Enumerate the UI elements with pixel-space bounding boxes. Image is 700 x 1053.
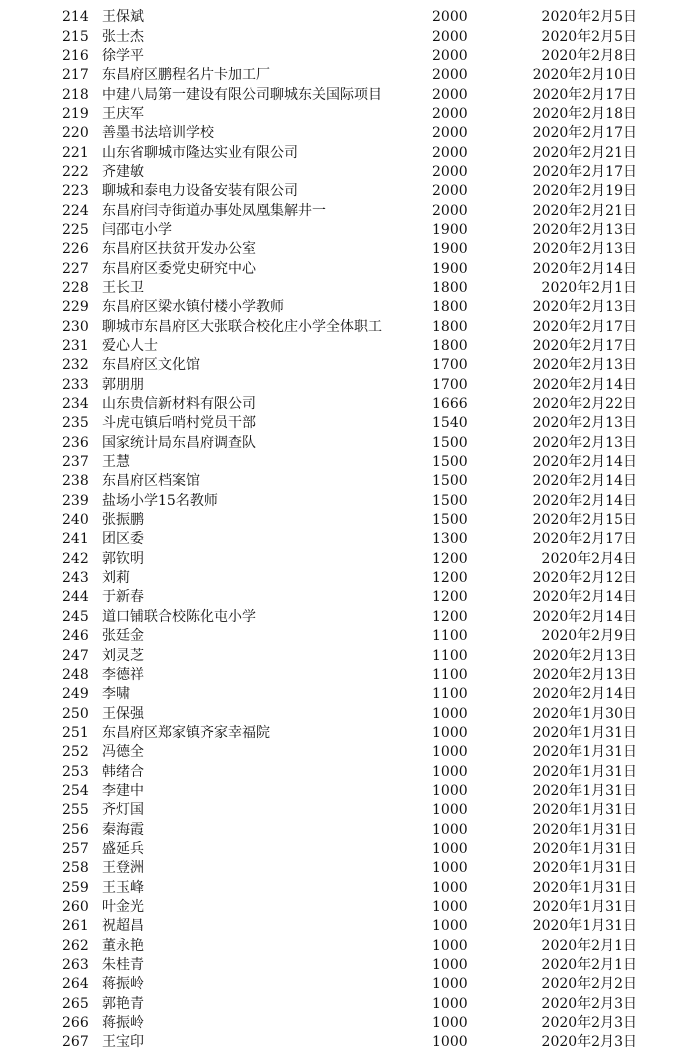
row-number: 250 xyxy=(62,705,89,722)
donor-name: 叶金光 xyxy=(102,898,144,915)
donation-amount: 1540 xyxy=(432,415,468,432)
row-number: 247 xyxy=(62,647,89,664)
row-number: 267 xyxy=(62,1034,89,1051)
row-number: 263 xyxy=(62,957,89,974)
row-number: 233 xyxy=(62,376,89,393)
donor-name: 道口铺联合校陈化屯小学 xyxy=(102,608,256,625)
donation-date: 2020年2月12日 xyxy=(532,570,637,587)
table-row xyxy=(0,937,700,956)
table-row xyxy=(0,627,700,646)
donation-date: 2020年1月31日 xyxy=(532,802,637,819)
donation-date: 2020年2月17日 xyxy=(532,531,637,548)
donation-amount: 1500 xyxy=(432,512,468,529)
donation-amount: 1500 xyxy=(432,454,468,471)
row-number: 262 xyxy=(62,937,89,954)
donor-name: 王慧 xyxy=(102,454,130,471)
donation-date: 2020年2月2日 xyxy=(541,976,637,993)
table-row xyxy=(0,975,700,994)
table-row xyxy=(0,840,700,859)
table-row xyxy=(0,704,700,723)
donor-name: 团区委 xyxy=(102,531,144,548)
donor-name: 聊城市东昌府区大张联合校化庄小学全体职工 xyxy=(102,318,382,335)
donation-date: 2020年2月14日 xyxy=(532,492,637,509)
table-row xyxy=(0,995,700,1014)
donor-name: 盐场小学15名教师 xyxy=(102,492,218,509)
donation-date: 2020年2月19日 xyxy=(532,183,637,200)
donation-date: 2020年1月31日 xyxy=(532,918,637,935)
table-row xyxy=(0,685,700,704)
donation-date: 2020年2月22日 xyxy=(532,396,637,413)
donation-date: 2020年1月31日 xyxy=(532,744,637,761)
donation-amount: 1100 xyxy=(432,647,468,664)
donation-date: 2020年2月17日 xyxy=(532,163,637,180)
table-row xyxy=(0,472,700,491)
donation-amount: 1000 xyxy=(432,898,468,915)
table-row xyxy=(0,762,700,781)
donation-date: 2020年2月17日 xyxy=(532,125,637,142)
donation-amount: 1000 xyxy=(432,724,468,741)
row-number: 264 xyxy=(62,976,89,993)
table-row xyxy=(0,666,700,685)
donation-amount: 2000 xyxy=(432,202,468,219)
table-row xyxy=(0,163,700,182)
row-number: 230 xyxy=(62,318,89,335)
donation-date: 2020年2月14日 xyxy=(532,589,637,606)
table-row xyxy=(0,956,700,975)
row-number: 246 xyxy=(62,628,89,645)
table-row xyxy=(0,143,700,162)
donation-amount: 1666 xyxy=(432,396,468,413)
donation-date: 2020年2月13日 xyxy=(532,666,637,683)
donation-date: 2020年2月15日 xyxy=(532,512,637,529)
row-number: 231 xyxy=(62,338,89,355)
donation-amount: 1000 xyxy=(432,840,468,857)
donor-name: 秦海霞 xyxy=(102,821,144,838)
donation-amount: 1500 xyxy=(432,492,468,509)
donation-amount: 2000 xyxy=(432,125,468,142)
row-number: 227 xyxy=(62,260,89,277)
table-row xyxy=(0,646,700,665)
donation-amount: 1000 xyxy=(432,821,468,838)
row-number: 225 xyxy=(62,221,89,238)
donation-amount: 1300 xyxy=(432,531,468,548)
donation-amount: 1800 xyxy=(432,279,468,296)
donation-amount: 1000 xyxy=(432,782,468,799)
table-row xyxy=(0,259,700,278)
row-number: 255 xyxy=(62,802,89,819)
donation-amount: 2000 xyxy=(432,9,468,26)
donation-date: 2020年1月31日 xyxy=(532,898,637,915)
row-number: 241 xyxy=(62,531,89,548)
row-number: 219 xyxy=(62,105,89,122)
donation-amount: 1000 xyxy=(432,918,468,935)
donation-amount: 1000 xyxy=(432,879,468,896)
row-number: 238 xyxy=(62,473,89,490)
table-row xyxy=(0,530,700,549)
donation-date: 2020年2月14日 xyxy=(532,473,637,490)
table-row xyxy=(0,550,700,569)
row-number: 214 xyxy=(62,9,89,26)
table-row xyxy=(0,801,700,820)
donation-amount: 1000 xyxy=(432,995,468,1012)
donation-amount: 1000 xyxy=(432,705,468,722)
table-row xyxy=(0,298,700,317)
donation-date: 2020年1月31日 xyxy=(532,763,637,780)
donation-date: 2020年2月14日 xyxy=(532,608,637,625)
donor-name: 东昌府区文化馆 xyxy=(102,357,200,374)
donor-name: 聊城和泰电力设备安装有限公司 xyxy=(102,183,298,200)
table-row xyxy=(0,221,700,240)
row-number: 261 xyxy=(62,918,89,935)
row-number: 229 xyxy=(62,299,89,316)
donor-name: 李啸 xyxy=(102,686,130,703)
donation-date: 2020年2月18日 xyxy=(532,105,637,122)
row-number: 236 xyxy=(62,434,89,451)
table-row xyxy=(0,724,700,743)
donation-date: 2020年2月4日 xyxy=(541,550,637,567)
table-row xyxy=(0,337,700,356)
donation-date: 2020年2月21日 xyxy=(532,144,637,161)
donation-date: 2020年2月8日 xyxy=(541,47,637,64)
donation-amount: 2000 xyxy=(432,163,468,180)
donor-name: 东昌府闫寺街道办事处凤凰集解井一 xyxy=(102,202,326,219)
row-number: 244 xyxy=(62,589,89,606)
donation-amount: 1900 xyxy=(432,260,468,277)
donor-name: 蒋振岭 xyxy=(102,976,144,993)
donation-amount: 1000 xyxy=(432,957,468,974)
table-row xyxy=(0,240,700,259)
donor-name: 山东省聊城市隆达实业有限公司 xyxy=(102,144,298,161)
row-number: 256 xyxy=(62,821,89,838)
donation-amount: 1200 xyxy=(432,570,468,587)
donation-date: 2020年2月17日 xyxy=(532,318,637,335)
donor-name: 张士杰 xyxy=(102,28,144,45)
row-number: 251 xyxy=(62,724,89,741)
donation-amount: 1200 xyxy=(432,589,468,606)
donation-amount: 2000 xyxy=(432,105,468,122)
donation-amount: 2000 xyxy=(432,67,468,84)
table-row xyxy=(0,588,700,607)
donation-amount: 1200 xyxy=(432,550,468,567)
donation-amount: 1900 xyxy=(432,241,468,258)
donation-date: 2020年1月31日 xyxy=(532,879,637,896)
donation-amount: 1900 xyxy=(432,221,468,238)
donor-name: 刘莉 xyxy=(102,570,130,587)
donor-name: 王保强 xyxy=(102,705,144,722)
donation-date: 2020年2月5日 xyxy=(541,28,637,45)
row-number: 218 xyxy=(62,86,89,103)
row-number: 237 xyxy=(62,454,89,471)
donation-amount: 2000 xyxy=(432,183,468,200)
donation-amount: 2000 xyxy=(432,86,468,103)
row-number: 257 xyxy=(62,840,89,857)
table-row xyxy=(0,782,700,801)
donation-date: 2020年2月3日 xyxy=(541,995,637,1012)
donor-name: 国家统计局东昌府调查队 xyxy=(102,434,256,451)
table-row xyxy=(0,318,700,337)
row-number: 224 xyxy=(62,202,89,219)
table-row xyxy=(0,898,700,917)
donor-name: 郭钦明 xyxy=(102,550,144,567)
table-row xyxy=(0,356,700,375)
donor-name: 善墨书法培训学校 xyxy=(102,125,214,142)
row-number: 242 xyxy=(62,550,89,567)
donation-date: 2020年2月13日 xyxy=(532,241,637,258)
row-number: 240 xyxy=(62,512,89,529)
donation-amount: 1000 xyxy=(432,1015,468,1032)
donation-amount: 1000 xyxy=(432,1034,468,1051)
donation-amount: 1700 xyxy=(432,357,468,374)
donation-date: 2020年1月31日 xyxy=(532,724,637,741)
row-number: 223 xyxy=(62,183,89,200)
row-number: 266 xyxy=(62,1015,89,1032)
donor-name: 李德祥 xyxy=(102,666,144,683)
table-row xyxy=(0,27,700,46)
row-number: 215 xyxy=(62,28,89,45)
table-row xyxy=(0,66,700,85)
row-number: 248 xyxy=(62,666,89,683)
donation-date: 2020年2月1日 xyxy=(541,937,637,954)
donor-name: 齐建敏 xyxy=(102,163,144,180)
row-number: 258 xyxy=(62,860,89,877)
row-number: 243 xyxy=(62,570,89,587)
table-row xyxy=(0,182,700,201)
table-row xyxy=(0,279,700,298)
donation-date: 2020年2月14日 xyxy=(532,260,637,277)
donation-amount: 1000 xyxy=(432,937,468,954)
table-row xyxy=(0,8,700,27)
row-number: 217 xyxy=(62,67,89,84)
donation-date: 2020年2月14日 xyxy=(532,376,637,393)
table-row xyxy=(0,608,700,627)
donation-date: 2020年2月1日 xyxy=(541,957,637,974)
row-number: 254 xyxy=(62,782,89,799)
donation-amount: 1200 xyxy=(432,608,468,625)
donor-name: 东昌府区扶贫开发办公室 xyxy=(102,241,256,258)
donor-name: 郭艳青 xyxy=(102,995,144,1012)
table-row xyxy=(0,878,700,897)
donor-name: 韩绪合 xyxy=(102,763,144,780)
donation-date: 2020年2月13日 xyxy=(532,434,637,451)
donor-name: 朱桂青 xyxy=(102,957,144,974)
row-number: 249 xyxy=(62,686,89,703)
donor-name: 斗虎屯镇后哨村党员干部 xyxy=(102,415,256,432)
row-number: 259 xyxy=(62,879,89,896)
table-row xyxy=(0,859,700,878)
donor-name: 张廷金 xyxy=(102,628,144,645)
donation-amount: 1100 xyxy=(432,628,468,645)
donor-name: 张振鹏 xyxy=(102,512,144,529)
table-row xyxy=(0,492,700,511)
donation-date: 2020年2月10日 xyxy=(532,67,637,84)
row-number: 228 xyxy=(62,279,89,296)
row-number: 216 xyxy=(62,47,89,64)
table-row xyxy=(0,201,700,220)
donor-name: 东昌府区委党史研究中心 xyxy=(102,260,256,277)
donor-name: 东昌府区鹏程名片卡加工厂 xyxy=(102,67,270,84)
row-number: 235 xyxy=(62,415,89,432)
donation-date: 2020年2月13日 xyxy=(532,415,637,432)
row-number: 252 xyxy=(62,744,89,761)
table-row xyxy=(0,395,700,414)
donor-name: 齐灯国 xyxy=(102,802,144,819)
donor-name: 王玉峰 xyxy=(102,879,144,896)
table-row xyxy=(0,124,700,143)
donor-name: 于新春 xyxy=(102,589,144,606)
donor-name: 董永艳 xyxy=(102,937,144,954)
table-row xyxy=(0,414,700,433)
donation-amount: 1000 xyxy=(432,976,468,993)
donation-date: 2020年2月13日 xyxy=(532,221,637,238)
table-row xyxy=(0,85,700,104)
donation-date: 2020年2月17日 xyxy=(532,86,637,103)
table-row xyxy=(0,511,700,530)
donation-amount: 2000 xyxy=(432,144,468,161)
donation-amount: 1500 xyxy=(432,473,468,490)
donor-name: 王长卫 xyxy=(102,279,144,296)
donation-date: 2020年2月1日 xyxy=(541,279,637,296)
donation-date: 2020年2月3日 xyxy=(541,1034,637,1051)
table-row xyxy=(0,820,700,839)
donation-amount: 1100 xyxy=(432,666,468,683)
donor-name: 东昌府区郑家镇齐家幸福院 xyxy=(102,724,270,741)
donor-name: 中建八局第一建设有限公司聊城东关国际项目 xyxy=(102,86,382,103)
row-number: 253 xyxy=(62,763,89,780)
donation-date: 2020年2月13日 xyxy=(532,647,637,664)
donation-amount: 1000 xyxy=(432,763,468,780)
row-number: 239 xyxy=(62,492,89,509)
row-number: 265 xyxy=(62,995,89,1012)
donation-date: 2020年2月17日 xyxy=(532,338,637,355)
donor-name: 刘灵芝 xyxy=(102,647,144,664)
donation-date: 2020年2月9日 xyxy=(541,628,637,645)
donation-amount: 1700 xyxy=(432,376,468,393)
donor-name: 徐学平 xyxy=(102,47,144,64)
donation-date: 2020年1月31日 xyxy=(532,840,637,857)
donor-name: 东昌府区梁水镇付楼小学教师 xyxy=(102,299,284,316)
donation-date: 2020年2月13日 xyxy=(532,357,637,374)
donor-name: 李建中 xyxy=(102,782,144,799)
donor-name: 祝超昌 xyxy=(102,918,144,935)
table-row xyxy=(0,105,700,124)
table-row xyxy=(0,376,700,395)
row-number: 232 xyxy=(62,357,89,374)
donation-date: 2020年1月31日 xyxy=(532,860,637,877)
row-number: 234 xyxy=(62,396,89,413)
row-number: 220 xyxy=(62,125,89,142)
donor-name: 山东贵信新材料有限公司 xyxy=(102,396,256,413)
donor-name: 蒋振岭 xyxy=(102,1015,144,1032)
donor-name: 冯德全 xyxy=(102,744,144,761)
table-row xyxy=(0,743,700,762)
donation-date: 2020年1月31日 xyxy=(532,821,637,838)
donation-amount: 1100 xyxy=(432,686,468,703)
donor-name: 爱心人士 xyxy=(102,338,158,355)
donation-amount: 1000 xyxy=(432,744,468,761)
donor-name: 盛延兵 xyxy=(102,840,144,857)
donation-amount: 2000 xyxy=(432,28,468,45)
donor-name: 王庆军 xyxy=(102,105,144,122)
table-row xyxy=(0,434,700,453)
donor-name: 王宝印 xyxy=(102,1034,144,1051)
donation-date: 2020年2月3日 xyxy=(541,1015,637,1032)
donation-amount: 1000 xyxy=(432,860,468,877)
donation-date: 2020年2月13日 xyxy=(532,299,637,316)
donation-amount: 1800 xyxy=(432,318,468,335)
row-number: 260 xyxy=(62,898,89,915)
table-row xyxy=(0,453,700,472)
donation-date: 2020年1月31日 xyxy=(532,782,637,799)
table-row xyxy=(0,917,700,936)
donation-date: 2020年2月14日 xyxy=(532,686,637,703)
donation-amount: 1500 xyxy=(432,434,468,451)
donation-date: 2020年2月14日 xyxy=(532,454,637,471)
donor-name: 闫邵屯小学 xyxy=(102,221,172,238)
donor-name: 郭朋朋 xyxy=(102,376,144,393)
row-number: 222 xyxy=(62,163,89,180)
donor-name: 王保斌 xyxy=(102,9,144,26)
donation-amount: 1000 xyxy=(432,802,468,819)
donation-amount: 2000 xyxy=(432,47,468,64)
donation-date: 2020年1月30日 xyxy=(532,705,637,722)
donation-amount: 1800 xyxy=(432,338,468,355)
row-number: 226 xyxy=(62,241,89,258)
table-row xyxy=(0,47,700,66)
donation-amount: 1800 xyxy=(432,299,468,316)
donation-date: 2020年2月21日 xyxy=(532,202,637,219)
donor-name: 东昌府区档案馆 xyxy=(102,473,200,490)
row-number: 245 xyxy=(62,608,89,625)
donor-name: 王登洲 xyxy=(102,860,144,877)
table-row xyxy=(0,569,700,588)
row-number: 221 xyxy=(62,144,89,161)
donation-date: 2020年2月5日 xyxy=(541,9,637,26)
table-row xyxy=(0,1014,700,1033)
